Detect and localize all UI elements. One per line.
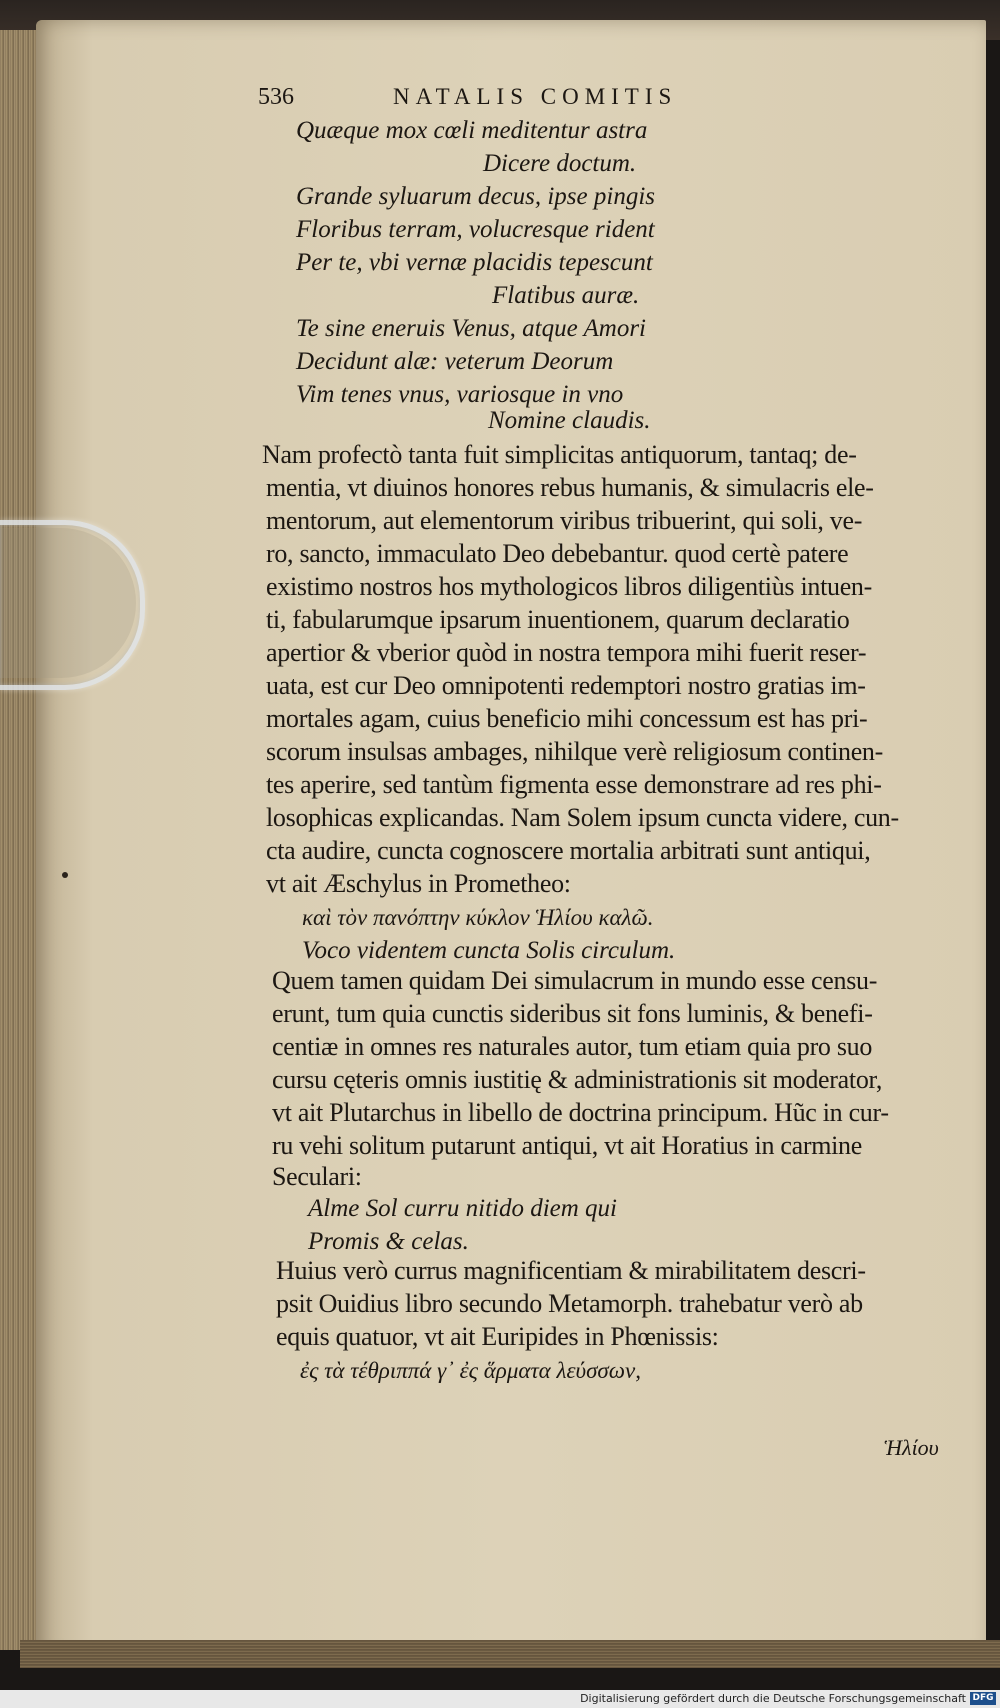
prose-line: cta audire, cuncta cognoscere mortalia arbitrati sunt antiqui, <box>266 836 871 865</box>
dfg-logo: DFG <box>970 1692 996 1705</box>
verse-line: Alme Sol curru nitido diem qui <box>308 1195 617 1222</box>
prose-line: Huius verò currus magnificentiam & mirabilitatem descri- <box>276 1256 866 1285</box>
prose-line: existimo nostros hos mythologicos libros diligentiùs intuen- <box>266 572 872 601</box>
prose-line: mentia, vt diuinos honores rebus humanis, & simulacris ele- <box>266 473 874 502</box>
verse-line: Decidunt alæ: veterum Deorum <box>296 348 614 375</box>
verse-line: Per te, vbi vernæ placidis tepescunt <box>296 249 653 276</box>
prose-line: ru vehi solitum putarunt antiqui, vt ait Horatius in carmine <box>272 1131 862 1160</box>
prose-line: Nam profectò tanta fuit simplicitas antiquorum, tantaq; de- <box>262 440 857 469</box>
verse-line: Nomine claudis. <box>488 407 651 434</box>
prose-line: cursu cęteris omnis iustitię & administrationis sit moderator, <box>272 1065 883 1094</box>
prose-line: centiæ in omnes res naturales autor, tum etiam quia pro suo <box>272 1032 873 1061</box>
verse-line: Grande syluarum decus, ipse pingis <box>296 183 655 210</box>
verse-line: Floribus terram, volucresque rident <box>296 216 655 243</box>
prose-line: Seculari: <box>272 1162 362 1191</box>
verse-line: Vim tenes vnus, variosque in vno <box>296 381 624 408</box>
greek-quote: ἐς τὰ τέθριππά γ᾽ ἐς ἅρματα λεύσσων, <box>300 1358 641 1383</box>
verse-line: Te sine eneruis Venus, atque Amori <box>296 315 646 342</box>
prose-line: apertior & vberior quòd in nostra tempora mihi fuerit reser- <box>266 638 867 667</box>
verse-line: Flatibus auræ. <box>492 282 640 309</box>
book-bottom-edge <box>20 1640 1000 1668</box>
page-number: 536 <box>258 84 294 110</box>
prose-line: vt ait Plutarchus in libello de doctrina principum. Hũc in cur- <box>272 1098 889 1127</box>
prose-line: ti, fabularumque ipsarum inuentionem, quarum declaratio <box>266 605 850 634</box>
greek-quote: καὶ τὸν πανόπτην κύκλον Ἡλίου καλῶ. <box>302 905 654 930</box>
prose-line: vt ait Æschylus in Prometheo: <box>266 869 571 898</box>
footer-credit: Digitalisierung gefördert durch die Deutsche Forschungsgemeinschaft <box>580 1692 966 1705</box>
prose-line: mortales agam, cuius beneficio mihi concessum est has pri- <box>266 704 868 733</box>
prose-line: psit Ouidius libro secundo Metamorph. trahebatur verò ab <box>276 1289 863 1318</box>
running-title: NATALIS COMITIS <box>393 84 678 109</box>
prose-line: tes aperire, sed tantùm figmenta esse demonstrare ad res phi- <box>266 770 882 799</box>
prose-line: Quem tamen quidam Dei simulacrum in mundo esse censu- <box>272 966 878 995</box>
ink-spot <box>62 872 68 878</box>
book-page-edges <box>0 30 40 1650</box>
prose-line: equis quatuor, vt ait Euripides in Phœnissis: <box>276 1322 719 1351</box>
verse-line: Quæque mox cœli meditentur astra <box>296 117 648 144</box>
verse-line: Dicere doctum. <box>483 150 637 177</box>
catchword: Ἡλίου <box>884 1435 939 1460</box>
prose-line: erunt, tum quia cunctis sideribus sit fons luminis, & benefi- <box>272 999 873 1028</box>
prose-line: losophicas explicandas. Nam Solem ipsum cuncta videre, cun- <box>266 803 899 832</box>
prose-line: mentorum, aut elementorum viribus tribuerint, qui soli, ve- <box>266 506 863 535</box>
verse-line: Promis & celas. <box>308 1228 469 1255</box>
prose-line: scorum insulsas ambages, nihilque verè religiosum continen- <box>266 737 883 766</box>
page-clip <box>0 520 145 690</box>
prose-line: ro, sancto, immaculato Deo debebantur. quod certè patere <box>266 539 849 568</box>
latin-translation: Voco videntem cuncta Solis circulum. <box>302 937 676 964</box>
prose-line: uata, est cur Deo omnipotenti redemptori nostro gratias im- <box>266 671 866 700</box>
